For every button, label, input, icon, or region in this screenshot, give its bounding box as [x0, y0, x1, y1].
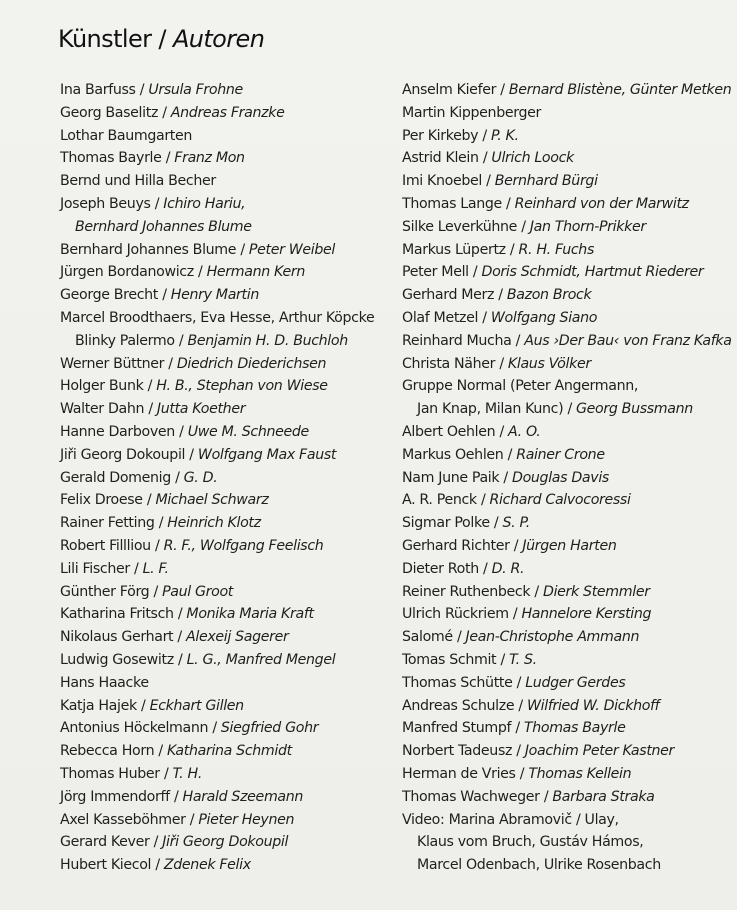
author-name: T. S.	[509, 651, 537, 668]
entry-separator: /	[468, 264, 482, 281]
list-item	[402, 786, 732, 809]
artist-name: Hubert Kiecol	[60, 857, 152, 874]
entry-separator: /	[159, 765, 173, 782]
title-italic: Autoren	[172, 25, 265, 53]
artist-name: Bernd und Hilla Becher	[60, 173, 216, 190]
artist-name: Felix Droese	[60, 492, 143, 509]
list-item	[60, 672, 360, 695]
author-name: Klaus Völker	[507, 355, 591, 372]
page-title	[58, 25, 264, 53]
entry-separator: /	[503, 446, 517, 463]
author-name: A. O.	[508, 423, 541, 440]
list-item	[402, 649, 732, 672]
entry-separator: /	[494, 287, 507, 304]
list-item	[60, 740, 360, 763]
entry-separator: /	[158, 104, 171, 121]
entry-separator: /	[170, 469, 184, 486]
artist-name: Thomas Lange	[402, 195, 502, 212]
entry-separator: /	[173, 606, 187, 623]
entry-separator: /	[478, 309, 491, 326]
artist-name: Anselm Kiefer	[402, 82, 497, 98]
artist-name: Walter Dahn	[60, 401, 145, 418]
artist-name: Marcel Odenbach, Ulrike Rosenbach	[417, 857, 661, 874]
artist-name: Markus Lüpertz	[402, 241, 506, 258]
author-name: Richard Calvocoressi	[489, 492, 631, 509]
author-name: Katharina Schmidt	[166, 743, 292, 760]
author-name: Jürgen Harten	[522, 537, 617, 554]
artist-name: Ludwig Gosewitz	[60, 651, 174, 668]
author-name: T. H.	[172, 765, 202, 782]
list-item	[60, 261, 360, 284]
author-name: Jutta Koether	[156, 401, 246, 418]
entry-separator: /	[476, 492, 490, 509]
list-item	[60, 809, 360, 832]
entry-separator: /	[512, 743, 525, 760]
list-item	[402, 307, 732, 330]
list-item	[402, 581, 732, 604]
author-name: Doris Schmidt, Hartmut Riederer	[481, 264, 704, 281]
list-item	[402, 717, 732, 740]
entry-separator: /	[174, 423, 188, 440]
entry-separator: /	[501, 195, 515, 212]
entry-separator: /	[142, 492, 156, 509]
author-name: Andreas Franzke	[170, 104, 285, 121]
artist-name: Herman de Vries	[402, 765, 516, 782]
list-item	[402, 603, 732, 626]
list-item	[402, 467, 732, 490]
entry-separator: /	[144, 401, 157, 418]
entry-separator: /	[149, 583, 163, 600]
artist-name: Gerald Domenig	[60, 469, 171, 486]
artist-name: Günther Förg	[60, 583, 150, 600]
list-item	[60, 854, 360, 877]
artist-name: Sigmar Polke	[402, 515, 490, 532]
author-name: Ursula Frohne	[148, 82, 243, 98]
author-name: Hannelore Kersting	[521, 606, 652, 623]
entry-separator: /	[154, 743, 167, 760]
entry-separator: /	[208, 720, 221, 737]
author-name: Michael Schwarz	[155, 492, 269, 509]
author-name: Uwe M. Schneede	[187, 423, 309, 440]
author-name: Harald Szeemann	[182, 788, 304, 805]
entry-separator: /	[530, 583, 543, 600]
artist-name: Axel Kasseböhmer	[60, 811, 186, 828]
author-name: L. F.	[142, 560, 169, 577]
entry-separator: /	[174, 332, 188, 349]
list-item	[60, 558, 360, 581]
list-item	[60, 695, 360, 718]
entry-separator: /	[509, 537, 523, 554]
list-item	[402, 170, 732, 193]
author-name: Douglas Davis	[512, 469, 609, 486]
entry-separator: /	[515, 765, 529, 782]
entry-separator: /	[173, 629, 187, 646]
author-name: Wilfried W. Dickhoff	[526, 697, 660, 714]
artist-name: Katja Hajek	[60, 697, 137, 714]
list-item	[402, 740, 732, 763]
artist-name: Antonius Höckelmann	[60, 720, 209, 737]
list-item	[60, 535, 360, 558]
list-item	[402, 421, 732, 444]
author-name: Ulrich Loock	[491, 150, 574, 167]
author-name: Heinrich Klotz	[167, 515, 261, 532]
list-item	[60, 147, 360, 170]
artist-name: Gruppe Normal (Peter Angermann,	[402, 378, 639, 395]
author-name: Jean-Christophe Ammann	[465, 629, 640, 646]
list-item	[402, 398, 732, 421]
author-name: Barbara Straka	[552, 788, 655, 805]
list-item	[60, 581, 360, 604]
list-item	[402, 535, 732, 558]
author-name: Franz Mon	[174, 150, 245, 167]
author-name: Zdenek Felix	[163, 857, 251, 874]
list-item	[60, 284, 360, 307]
list-item	[402, 216, 732, 239]
list-item	[60, 467, 360, 490]
entry-separator: /	[136, 697, 150, 714]
list-item	[402, 102, 732, 125]
artist-name: Albert Oehlen	[402, 423, 496, 440]
entry-separator: /	[563, 401, 577, 418]
author-name: Aus ›Der Bau‹ von Franz Kafka	[524, 332, 732, 349]
entry-separator: /	[158, 287, 171, 304]
author-name: S. P.	[502, 515, 530, 532]
entry-separator: /	[185, 811, 199, 828]
entry-separator: /	[150, 537, 164, 554]
author-name: Monika Maria Kraft	[186, 606, 314, 623]
artist-name: Holger Bunk	[60, 378, 144, 395]
entry-separator: /	[511, 332, 525, 349]
entry-separator: /	[150, 195, 164, 212]
artist-name: Jörg Immendorff	[60, 788, 170, 805]
author-name: L. G., Manfred Mengel	[186, 651, 336, 668]
entry-separator: /	[495, 355, 508, 372]
entry-separator: /	[517, 218, 530, 235]
artist-name: Nam June Paik	[402, 469, 500, 486]
entry-separator: /	[452, 629, 466, 646]
artist-name: Lothar Baumgarten	[60, 127, 193, 144]
list-item	[60, 649, 360, 672]
author-name: Peter Weibel	[248, 241, 335, 258]
artist-name: A. R. Penck	[402, 492, 477, 509]
list-item	[60, 398, 360, 421]
entry-separator: /	[154, 515, 168, 532]
artist-name: Silke Leverkühne	[402, 218, 518, 235]
list-item	[402, 147, 732, 170]
entry-separator: /	[514, 697, 527, 714]
artist-name: Nikolaus Gerhart	[60, 629, 174, 646]
artist-name: Tomas Schmit	[402, 651, 497, 668]
author-name: Bernhard Bürgi	[494, 173, 598, 190]
author-name: D. R.	[491, 560, 525, 577]
artist-name: Video: Marina Abramovič	[402, 811, 572, 828]
list-item	[60, 79, 360, 102]
artist-name: George Brecht	[60, 287, 159, 304]
entry-separator: /	[511, 720, 524, 737]
author-name: Jiři Georg Dokoupil	[162, 834, 289, 851]
entry-separator: /	[478, 560, 492, 577]
title-plain: Künstler	[58, 25, 152, 53]
artist-name: Gerard Kever	[60, 834, 150, 851]
list-item	[60, 786, 360, 809]
author-name: R. H. Fuchs	[518, 241, 594, 258]
entry-separator: /	[508, 606, 522, 623]
artist-name: Bernhard Johannes Blume	[60, 241, 237, 258]
list-item	[60, 421, 360, 444]
list-item	[402, 193, 732, 216]
entry-separator: /	[135, 82, 149, 98]
artist-name: Katharina Fritsch	[60, 606, 174, 623]
entry-separator: /	[495, 423, 509, 440]
list-item	[60, 193, 360, 216]
entry-separator: /	[505, 241, 519, 258]
artist-list-right-column	[402, 79, 732, 877]
list-item	[60, 125, 360, 148]
entry-separator: /	[173, 651, 187, 668]
artist-name: Robert Fillliou	[60, 537, 151, 554]
list-item	[60, 239, 360, 262]
author-name: R. F., Wolfgang Feelisch	[163, 537, 324, 554]
artist-name: Gerhard Richter	[402, 537, 510, 554]
artist-name: Gerhard Merz	[402, 287, 495, 304]
artist-name: Salomé	[402, 629, 453, 646]
list-item	[402, 626, 732, 649]
artist-name: Blinky Palermo	[75, 332, 175, 349]
entry-separator: /	[489, 515, 503, 532]
author-name: Alexeij Sagerer	[186, 629, 289, 646]
artist-name: Rebecca Horn	[60, 743, 155, 760]
author-name: H. B., Stephan von Wiese	[156, 378, 328, 395]
entry-separator: /	[151, 857, 164, 874]
artist-name: Peter Mell	[402, 264, 469, 281]
author-name: Eckhart Gillen	[149, 697, 244, 714]
artist-name: Ulay,	[584, 811, 619, 828]
artist-name: Jiři Georg Dokoupil	[60, 446, 186, 463]
list-item	[60, 763, 360, 786]
list-item	[60, 717, 360, 740]
artist-name: Hans Haacke	[60, 674, 149, 691]
list-item	[60, 626, 360, 649]
list-item	[402, 261, 732, 284]
list-item	[402, 809, 732, 832]
entry-separator: /	[478, 127, 491, 144]
entry-separator: /	[129, 560, 143, 577]
author-name: Thomas Kellein	[528, 765, 632, 782]
author-name: Bernhard Johannes Blume	[75, 218, 252, 235]
artist-name: Georg Baselitz	[60, 104, 159, 121]
list-item	[402, 763, 732, 786]
author-name: Wolfgang Siano	[490, 309, 598, 326]
artist-name: Astrid Klein	[402, 150, 479, 167]
artist-name: Olaf Metzel	[402, 309, 479, 326]
artist-list-left-column	[60, 79, 375, 877]
author-name: Bernard Blistène, Günter Metken	[508, 82, 732, 98]
artist-name: Rainer Fetting	[60, 515, 155, 532]
list-item	[402, 672, 732, 695]
artist-name: Per Kirkeby	[402, 127, 479, 144]
artist-name: Werner Büttner	[60, 355, 165, 372]
entry-separator: /	[539, 788, 553, 805]
entry-separator: /	[161, 150, 175, 167]
artist-name: Lili Fischer	[60, 560, 130, 577]
list-item	[60, 353, 360, 376]
list-item	[60, 330, 360, 353]
list-item	[402, 831, 732, 854]
list-item	[402, 125, 732, 148]
list-item	[402, 353, 732, 376]
list-item	[60, 489, 360, 512]
list-item	[402, 330, 732, 353]
artist-name: Norbert Tadeusz	[402, 743, 513, 760]
list-item	[60, 170, 360, 193]
artist-name: Thomas Huber	[60, 765, 160, 782]
list-item	[60, 603, 360, 626]
author-name: Ludger Gerdes	[525, 674, 626, 691]
artist-name: Imi Knoebel	[402, 173, 482, 190]
author-name: Paul Groot	[162, 583, 234, 600]
entry-separator: /	[185, 446, 198, 463]
author-name: Joachim Peter Kastner	[524, 743, 675, 760]
list-item	[60, 831, 360, 854]
list-item	[402, 512, 732, 535]
entry-separator: /	[143, 378, 157, 395]
artist-name: Thomas Bayrle	[60, 150, 162, 167]
author-name: Rainer Crone	[516, 446, 605, 463]
author-name: Bazon Brock	[506, 287, 592, 304]
author-name: G. D.	[183, 469, 218, 486]
author-name: Reinhard von der Marwitz	[514, 195, 689, 212]
list-item	[402, 489, 732, 512]
author-name: Thomas Bayrle	[523, 720, 626, 737]
author-name: Pieter Heynen	[198, 811, 295, 828]
artist-name: Hanne Darboven	[60, 423, 175, 440]
entry-separator: /	[169, 788, 183, 805]
artist-name: Manfred Stumpf	[402, 720, 512, 737]
list-item	[402, 284, 732, 307]
list-item	[60, 216, 360, 239]
artist-name: Marcel Broodthaers, Eva Hesse, Arthur Köpcke	[60, 309, 375, 326]
entry-separator: /	[499, 469, 513, 486]
artist-name: Thomas Schütte	[402, 674, 513, 691]
list-item	[402, 854, 732, 877]
artist-name: Jan Knap, Milan Kunc)	[417, 401, 564, 418]
list-item	[402, 695, 732, 718]
artist-name: Thomas Wachweger	[402, 788, 540, 805]
entry-separator: /	[236, 241, 249, 258]
author-name: Siegfried Gohr	[220, 720, 319, 737]
author-name: Benjamin H. D. Buchloh	[187, 332, 348, 349]
entry-separator: /	[496, 651, 510, 668]
list-item	[402, 79, 732, 102]
list-item	[60, 375, 360, 398]
entry-separator: /	[512, 674, 526, 691]
entry-separator: /	[164, 355, 177, 372]
list-item	[402, 444, 732, 467]
entry-separator: /	[193, 264, 207, 281]
artist-name: Jürgen Bordanowicz	[60, 264, 194, 281]
author-name: Henry Martin	[170, 287, 259, 304]
entry-separator: /	[482, 173, 495, 190]
artist-name: Reiner Ruthenbeck	[402, 583, 531, 600]
artist-name: Ina Barfuss	[60, 82, 136, 98]
author-name: P. K.	[490, 127, 519, 144]
author-name: Wolfgang Max Faust	[197, 446, 337, 463]
artist-name: Dieter Roth	[402, 560, 479, 577]
author-name: Jan Thorn-Prikker	[529, 218, 646, 235]
artist-name: Martin Kippenberger	[402, 104, 541, 121]
list-item	[60, 444, 360, 467]
list-item	[60, 512, 360, 535]
author-name: Diedrich Diederichsen	[176, 355, 327, 372]
list-item	[402, 375, 732, 398]
list-item	[402, 558, 732, 581]
list-item	[60, 307, 375, 330]
list-item	[60, 102, 360, 125]
author-name: Hermann Kern	[206, 264, 305, 281]
artist-name: Markus Oehlen	[402, 446, 504, 463]
artist-name: Reinhard Mucha	[402, 332, 512, 349]
artist-name: Christa Näher	[402, 355, 496, 372]
entry-separator: /	[478, 150, 492, 167]
artist-name: Ulrich Rückriem	[402, 606, 509, 623]
entry-separator: /	[149, 834, 163, 851]
author-name: Georg Bussmann	[576, 401, 693, 418]
author-name: Dierk Stemmler	[543, 583, 650, 600]
entry-separator: /	[571, 811, 585, 828]
artist-name: Andreas Schulze	[402, 697, 515, 714]
list-item	[402, 239, 732, 262]
title-separator: /	[151, 25, 173, 53]
artist-name: Klaus vom Bruch, Gustáv Hámos,	[417, 834, 644, 851]
author-name: Ichiro Hariu,	[163, 195, 246, 212]
entry-separator: /	[496, 82, 509, 98]
artist-name: Joseph Beuys	[60, 195, 151, 212]
